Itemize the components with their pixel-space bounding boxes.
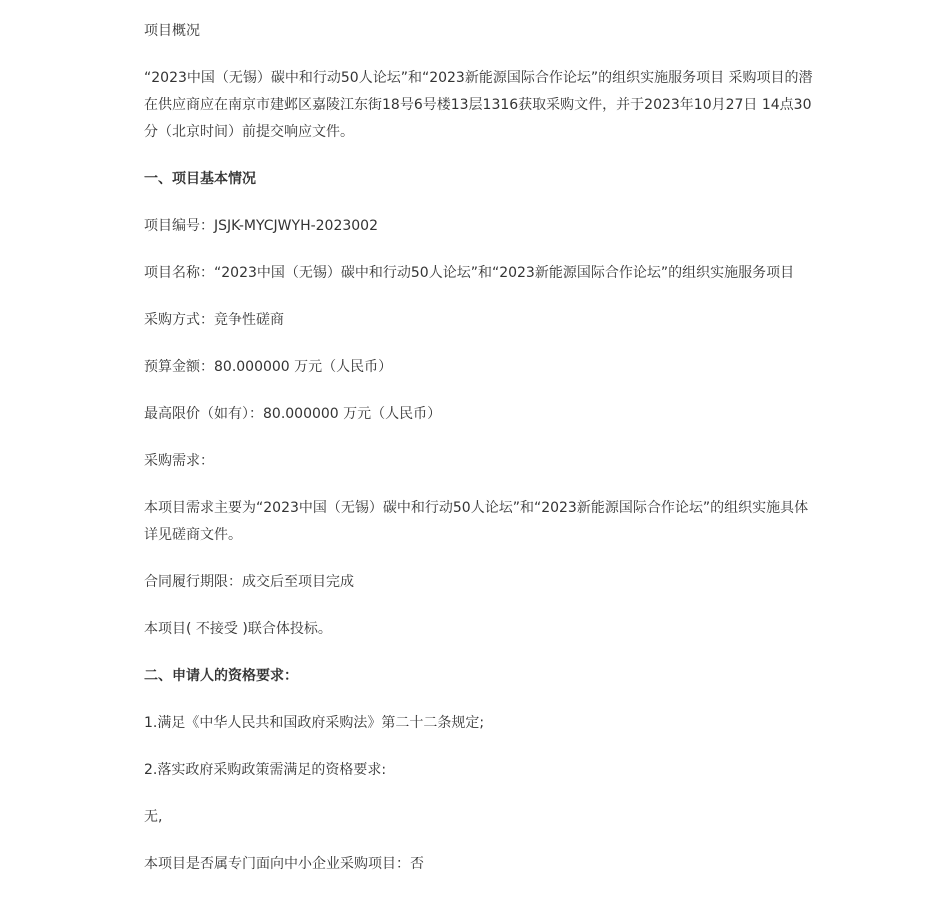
section-basic-info-title: 一、项目基本情况: [144, 171, 256, 187]
intro-paragraph: “2023中国（无锡）碳中和行动50人论坛”和“2023新能源国际合作论坛”的组织实施服务项目 采购项目的潜在供应商应在南京市建邺区嘉陵江东街18号6号楼13层1316获取采购文件，并于2023年10月27日 14点30分（北京时间）前提交响应文件。: [144, 70, 813, 140]
qualification-none: 无,: [144, 809, 163, 825]
qualification-item-2: 2.落实政府采购政策需满足的资格要求:: [144, 762, 387, 778]
announcement-content: [144, 18, 820, 878]
qualification-item-1: 1.满足《中华人民共和国政府采购法》第二十二条规定;: [144, 715, 485, 731]
project-name: 项目名称：“2023中国（无锡）碳中和行动50人论坛”和“2023新能源国际合作论坛”的组织实施服务项目: [144, 265, 795, 281]
max-price: 最高限价（如有）：80.000000 万元（人民币）: [144, 406, 442, 422]
section-qualification-title: 二、申请人的资格要求：: [144, 668, 298, 684]
sme-note: 本项目是否属专门面向中小企业采购项目：否: [144, 856, 424, 872]
consortium-note: 本项目( 不接受 )联合体投标。: [144, 621, 332, 637]
purchase-method: 采购方式：竞争性磋商: [144, 312, 284, 328]
project-number: 项目编号：JSJK-MYCJWYH-2023002: [144, 218, 379, 234]
requirement-text: 本项目需求主要为“2023中国（无锡）碳中和行动50人论坛”和“2023新能源国际合作论坛”的组织实施具体详见磋商文件。: [144, 500, 809, 543]
heading-project-overview: 项目概况: [144, 23, 200, 39]
requirement-label: 采购需求：: [144, 453, 214, 469]
budget-amount: 预算金额：80.000000 万元（人民币）: [144, 359, 393, 375]
contract-period: 合同履行期限：成交后至项目完成: [144, 574, 354, 590]
